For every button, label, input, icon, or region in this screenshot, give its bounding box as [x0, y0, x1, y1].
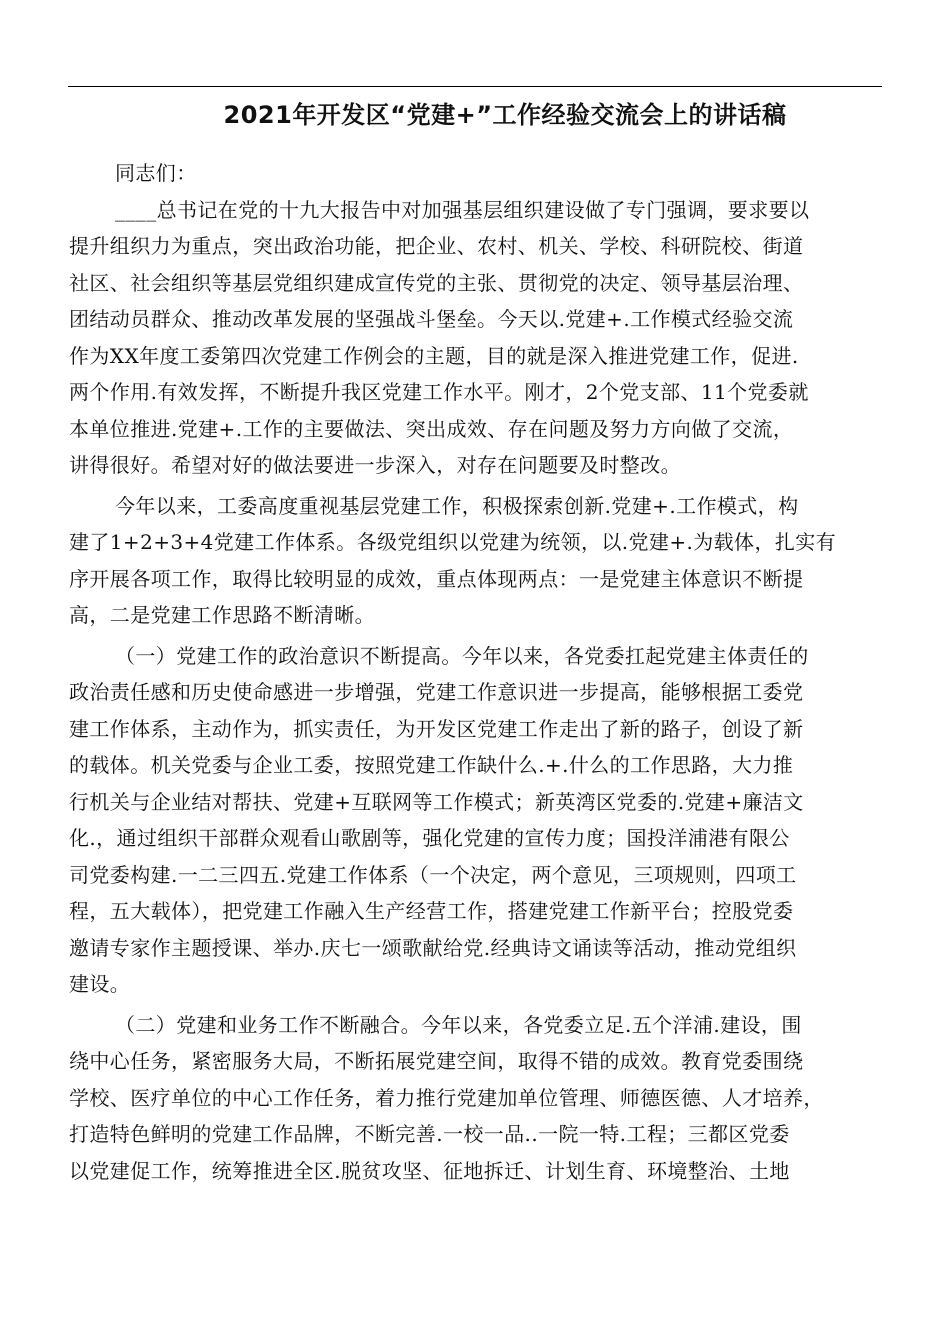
text-line: （一）党建工作的政治意识不断提高。今年以来，各党委扛起党建主体责任的 — [115, 643, 809, 668]
text-line: 本单位推进.党建+.工作的主要做法、突出成效、存在问题及努力方向做了交流， — [69, 416, 794, 441]
text-line: 团结动员群众、推动改革发展的坚强战斗堡垒。今天以.党建+.工作模式经验交流 — [69, 307, 794, 331]
text-line: 两个作用.有效发挥，不断提升我区党建工作水平。刚才，2个党支部、11个党委就 — [69, 380, 809, 404]
text-line: ____总书记在党的十九大报告中对加强基层组织建设做了专门强调，要求要以 — [115, 197, 810, 222]
text-line: 建设。 — [69, 972, 131, 996]
text-line: 作为XX年度工委第四次党建工作例会的主题，目的就是深入推进党建工作，促进. — [69, 343, 799, 368]
text-line: 建工作体系，主动作为，抓实责任，为开发区党建工作走出了新的路子，创设了新 — [69, 716, 804, 741]
salutation: 同志们： — [115, 161, 197, 185]
text-line: 的载体。机关党委与企业工委，按照党建工作缺什么.+.什么的工作思路，大力推 — [69, 753, 794, 777]
text-line: 今年以来，工委高度重视基层党建工作，积极探索创新.党建+.工作模式，构 — [115, 493, 799, 518]
text-line: 程，五大载体），把党建工作融入生产经营工作，搭建党建工作新平台；控股党委 — [69, 899, 794, 923]
text-line: 行机关与企业结对帮扶、党建+互联网等工作模式；新英湾区党委的.党建+廉洁文 — [69, 789, 804, 814]
header-rule — [68, 86, 882, 87]
text-line: 化.，通过组织干部群众观看山歌剧等，强化党建的宣传力度；国投洋浦港有限公 — [69, 826, 790, 850]
text-line: 绕中心任务，紧密服务大局，不断拓展党建空间，取得不错的成效。教育党委围绕 — [69, 1049, 804, 1073]
text-line: 打造特色鲜明的党建工作品牌，不断完善.一校一品..一院一特.工程；三都区党委 — [69, 1122, 790, 1146]
text-line: 讲得很好。希望对好的做法要进一步深入，对存在问题要及时整改。 — [69, 453, 681, 477]
text-line: 以党建促工作，统筹推进全区.脱贫攻坚、征地拆迁、计划生育、环境整治、土地 — [69, 1158, 790, 1183]
text-line: （二）党建和业务工作不断融合。今年以来，各党委立足.五个洋浦.建设，围 — [115, 1012, 802, 1037]
text-line: 邀请专家作主题授课、举办.庆七一颂歌献给党.经典诗文诵读等活动，推动党组织 — [69, 935, 797, 960]
text-line: 司党委构建.一二三四五.党建工作体系（一个决定，两个意见，三项规则，四项工 — [69, 862, 797, 887]
page-title: 2021年开发区“党建+”工作经验交流会上的讲话稿 — [223, 101, 787, 129]
text-line: 政治责任感和历史使命感进一步增强，党建工作意识进一步提高，能够根据工委党 — [69, 680, 804, 704]
text-line: 提升组织力为重点，突出政治功能，把企业、农村、机关、学校、科研院校、街道 — [69, 234, 804, 258]
text-line: 高，二是党建工作思路不断清晰。 — [69, 603, 375, 627]
text-line: 学校、医疗单位的中心工作任务，着力推行党建加单位管理、师德医德、人才培养， — [69, 1085, 824, 1110]
text-line: 社区、社会组织等基层党组织建成宣传党的主张、贯彻党的决定、领导基层治理、 — [69, 270, 804, 295]
text-line: 序开展各项工作，取得比较明显的成效，重点体现两点：一是党建主体意识不断提 — [69, 566, 804, 591]
document-body — [69, 155, 883, 1189]
text-line: 建了1+2+3+4党建工作体系。各级党组织以党建为统领，以.党建+.为载体，扎实有 — [69, 530, 837, 554]
